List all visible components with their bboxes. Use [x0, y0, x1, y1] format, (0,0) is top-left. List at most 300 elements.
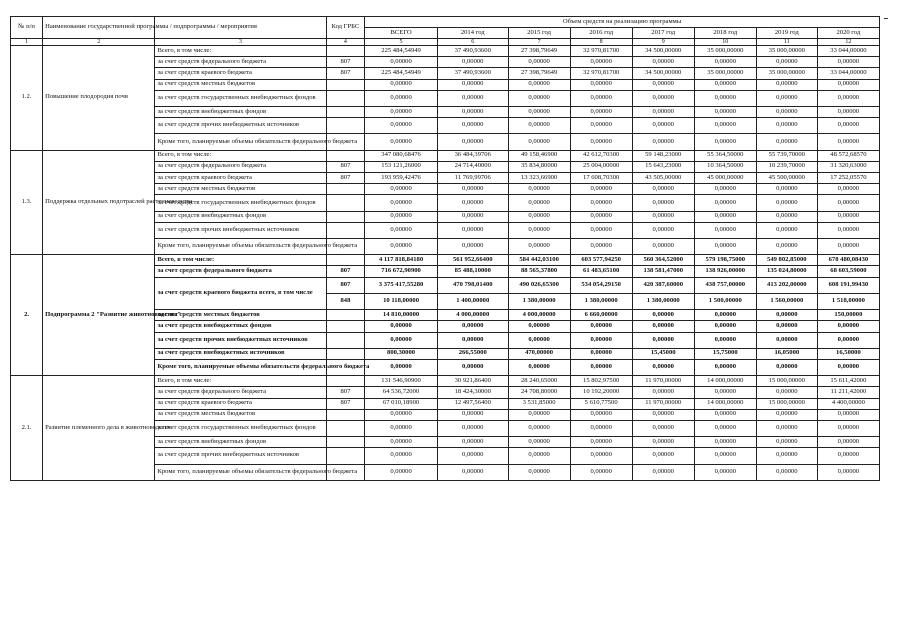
value-year: 0,00000	[508, 106, 570, 117]
table-row	[11, 376, 880, 387]
grbs-code	[326, 409, 365, 420]
grbs-code	[326, 348, 365, 359]
funding-source: за счет средств прочих внебюджетных источников	[155, 332, 326, 348]
value-year: 0,00000	[508, 464, 570, 480]
value-year: 0,00000	[694, 195, 756, 211]
value-total: 0,00000	[365, 90, 438, 106]
value-year: 0,00000	[508, 79, 570, 90]
value-year: 25 004,00000	[570, 161, 632, 172]
table-row	[11, 255, 880, 266]
value-year: 32 970,81700	[570, 46, 632, 57]
value-year: 43 505,00000	[632, 173, 694, 184]
grbs-code	[326, 332, 365, 348]
value-year: 15,75000	[694, 348, 756, 359]
value-year: 150,00000	[817, 310, 879, 321]
value-year: 549 802,85000	[756, 255, 817, 266]
value-total: 347 080,68476	[365, 150, 438, 161]
value-total: 0,00000	[365, 134, 438, 150]
value-total: 0,00000	[365, 321, 438, 332]
value-year: 608 191,99430	[817, 277, 879, 293]
header-year: 2016 год	[570, 28, 632, 39]
grbs-code	[326, 310, 365, 321]
funding-source: за счет средств краевого бюджета всего, в том числе	[155, 277, 326, 309]
grbs-code	[326, 448, 365, 464]
value-total: 225 484,54949	[365, 46, 438, 57]
value-year: 0,00000	[437, 239, 508, 255]
budget-table	[10, 16, 880, 481]
value-year: 85 488,10000	[437, 266, 508, 277]
value-year: 603 577,94250	[570, 255, 632, 266]
value-total: 0,00000	[365, 409, 438, 420]
grbs-code	[326, 118, 365, 134]
value-year: 24 714,40000	[437, 161, 508, 172]
funding-source: за счет средств внебюджетных фондов	[155, 106, 326, 117]
table-row	[11, 150, 880, 161]
value-year: 0,00000	[632, 79, 694, 90]
value-year: 0,00000	[694, 464, 756, 480]
item-name: Поддержка отдельных подотраслей растениеводства	[43, 150, 155, 255]
value-total: 131 546,90900	[365, 376, 438, 387]
funding-source: за счет средств краевого бюджета	[155, 173, 326, 184]
value-year: 0,00000	[632, 321, 694, 332]
funding-source: за счет средств федерального бюджета	[155, 266, 326, 277]
value-year: 0,00000	[570, 437, 632, 448]
value-year: 490 026,65300	[508, 277, 570, 293]
header-year: 2015 год	[508, 28, 570, 39]
value-total: 0,00000	[365, 420, 438, 436]
value-year: 0,00000	[570, 90, 632, 106]
value-year: 15 802,97500	[570, 376, 632, 387]
funding-source: Всего, в том числе:	[155, 46, 326, 57]
value-total: 0,00000	[365, 222, 438, 238]
value-total: 0,00000	[365, 448, 438, 464]
value-year: 0,00000	[694, 448, 756, 464]
value-total: 64 536,72000	[365, 387, 438, 398]
value-year: 0,00000	[817, 118, 879, 134]
column-index: 2	[43, 39, 155, 46]
value-year: 0,00000	[437, 420, 508, 436]
value-year: 0,00000	[817, 134, 879, 150]
value-year: 0,00000	[817, 420, 879, 436]
header-total: ВСЕГО	[365, 28, 438, 39]
value-total: 67 010,18900	[365, 398, 438, 409]
value-total: 800,30000	[365, 348, 438, 359]
column-index: 12	[817, 39, 879, 46]
grbs-code: 807	[326, 398, 365, 409]
grbs-code	[326, 90, 365, 106]
value-year: 0,00000	[756, 321, 817, 332]
value-year: 0,00000	[632, 310, 694, 321]
item-name: Повышение плодородия почв	[43, 46, 155, 151]
value-year: 34 500,00000	[632, 68, 694, 79]
funding-source: за счет средств местных бюджетов	[155, 79, 326, 90]
value-year: 0,00000	[437, 118, 508, 134]
value-year: 0,00000	[694, 211, 756, 222]
value-year: 0,00000	[632, 195, 694, 211]
value-year: 0,00000	[817, 437, 879, 448]
value-year: 0,00000	[756, 222, 817, 238]
value-year: 0,00000	[756, 387, 817, 398]
value-year: 135 024,80000	[756, 266, 817, 277]
value-year: 1 500,00000	[694, 293, 756, 309]
value-year: 0,00000	[437, 195, 508, 211]
value-year: 0,00000	[756, 90, 817, 106]
funding-source: за счет средств федерального бюджета	[155, 57, 326, 68]
funding-source: Кроме того, планируемые объемы обязательств федерального бюджета	[155, 464, 326, 480]
column-index-row	[11, 39, 880, 46]
value-year: 35 000,00000	[756, 68, 817, 79]
value-total: 0,00000	[365, 57, 438, 68]
value-year: 0,00000	[508, 134, 570, 150]
value-year: 0,00000	[817, 359, 879, 375]
value-year: 35 000,00000	[694, 46, 756, 57]
value-year: 0,00000	[694, 437, 756, 448]
value-year: 33 044,00000	[817, 46, 879, 57]
value-year: 0,00000	[756, 195, 817, 211]
value-year: 0,00000	[756, 409, 817, 420]
value-year: 0,00000	[508, 359, 570, 375]
value-total: 3 375 417,55280	[365, 277, 438, 293]
value-total: 0,00000	[365, 195, 438, 211]
column-index: 11	[756, 39, 817, 46]
value-year: 0,00000	[437, 332, 508, 348]
value-year: 0,00000	[756, 359, 817, 375]
value-year: 10 364,50000	[694, 161, 756, 172]
funding-source: за счет средств местных бюджетов	[155, 310, 326, 321]
value-year: 0,00000	[570, 118, 632, 134]
value-year: 24 708,80000	[508, 387, 570, 398]
column-index: 9	[632, 39, 694, 46]
value-year: 584 442,03100	[508, 255, 570, 266]
value-year: 42 612,70300	[570, 150, 632, 161]
value-year: 138 926,00000	[694, 266, 756, 277]
grbs-code	[326, 255, 365, 266]
column-index: 10	[694, 39, 756, 46]
value-year: 4 400,00000	[817, 398, 879, 409]
value-year: 0,00000	[437, 90, 508, 106]
value-total: 716 672,90900	[365, 266, 438, 277]
value-year: 0,00000	[817, 321, 879, 332]
value-year: 4 000,00000	[508, 310, 570, 321]
value-year: 0,00000	[817, 184, 879, 195]
value-year: 35 000,00000	[694, 68, 756, 79]
value-year: 27 398,79649	[508, 46, 570, 57]
value-year: 0,00000	[570, 239, 632, 255]
value-year: 0,00000	[694, 90, 756, 106]
grbs-code	[326, 79, 365, 90]
value-year: 0,00000	[508, 118, 570, 134]
value-total: 193 959,42476	[365, 173, 438, 184]
value-year: 0,00000	[570, 348, 632, 359]
value-year: 4 000,00000	[437, 310, 508, 321]
value-year: 0,00000	[508, 332, 570, 348]
grbs-code: 807	[326, 57, 365, 68]
value-year: 0,00000	[508, 211, 570, 222]
value-year: 30 921,86400	[437, 376, 508, 387]
value-year: 55 364,50000	[694, 150, 756, 161]
value-year: 17 608,70300	[570, 173, 632, 184]
value-year: 0,00000	[508, 409, 570, 420]
value-year: 0,00000	[817, 106, 879, 117]
grbs-code	[326, 222, 365, 238]
funding-source: за счет средств федерального бюджета	[155, 161, 326, 172]
value-year: 0,00000	[570, 321, 632, 332]
value-year: 0,00000	[632, 332, 694, 348]
header-year: 2017 год	[632, 28, 694, 39]
value-year: 0,00000	[817, 464, 879, 480]
value-year: 27 398,79649	[508, 68, 570, 79]
funding-source: за счет средств государственных внебюджетных фондов	[155, 420, 326, 436]
value-year: 0,00000	[570, 332, 632, 348]
item-number: 1.2.	[11, 46, 43, 151]
value-year: 0,00000	[756, 118, 817, 134]
value-year: 0,00000	[508, 195, 570, 211]
value-year: 0,00000	[632, 448, 694, 464]
value-year: 138 581,47000	[632, 266, 694, 277]
item-name: Развитие племенного дела в животноводстве	[43, 376, 155, 481]
value-year: 470 798,01400	[437, 277, 508, 293]
value-year: 18 424,30000	[437, 387, 508, 398]
value-year: 0,00000	[508, 448, 570, 464]
value-year: 0,00000	[817, 448, 879, 464]
value-year: 15 611,42000	[817, 376, 879, 387]
funding-source: за счет средств краевого бюджета	[155, 398, 326, 409]
funding-source: Кроме того, планируемые объемы обязательств федерального бюджета	[155, 239, 326, 255]
value-year: 0,00000	[817, 222, 879, 238]
value-year: 0,00000	[632, 359, 694, 375]
value-total: 10 118,00000	[365, 293, 438, 309]
header-year: 2014 год	[437, 28, 508, 39]
value-year: 1 400,00000	[437, 293, 508, 309]
value-year: 0,00000	[756, 420, 817, 436]
column-index: 7	[508, 39, 570, 46]
value-year: 68 603,59000	[817, 266, 879, 277]
item-number: 2.1.	[11, 376, 43, 481]
value-year: 1 380,00000	[632, 293, 694, 309]
value-total: 0,00000	[365, 211, 438, 222]
value-year: 1 560,00000	[756, 293, 817, 309]
value-year: 0,00000	[632, 134, 694, 150]
funding-source: Кроме того, планируемые объемы обязательств федерального бюджета	[155, 359, 326, 375]
value-year: 13 323,66900	[508, 173, 570, 184]
value-year: 0,00000	[508, 57, 570, 68]
value-year: 1 518,00000	[817, 293, 879, 309]
grbs-code	[326, 321, 365, 332]
value-year: 0,00000	[437, 211, 508, 222]
grbs-code: 807	[326, 173, 365, 184]
value-year: 3 531,85000	[508, 398, 570, 409]
value-total: 0,00000	[365, 359, 438, 375]
value-year: 0,00000	[817, 90, 879, 106]
value-year: 32 970,81700	[570, 68, 632, 79]
value-year: 59 148,23000	[632, 150, 694, 161]
value-year: 420 387,60000	[632, 277, 694, 293]
value-year: 33 044,00000	[817, 68, 879, 79]
value-year: 0,00000	[756, 79, 817, 90]
value-year: 0,00000	[570, 420, 632, 436]
funding-source: за счет средств краевого бюджета	[155, 68, 326, 79]
value-year: 88 565,37800	[508, 266, 570, 277]
value-year: 0,00000	[437, 184, 508, 195]
value-year: 0,00000	[756, 134, 817, 150]
value-year: 11 970,00000	[632, 398, 694, 409]
value-year: 0,00000	[694, 106, 756, 117]
value-year: 1 380,00000	[570, 293, 632, 309]
grbs-code	[326, 46, 365, 57]
value-year: 0,00000	[632, 409, 694, 420]
column-index: 4	[326, 39, 365, 46]
value-year: 36 484,39706	[437, 150, 508, 161]
value-year: 0,00000	[756, 57, 817, 68]
value-year: 10 192,20000	[570, 387, 632, 398]
value-year: 15 000,00000	[756, 398, 817, 409]
value-total: 0,00000	[365, 184, 438, 195]
value-year: 0,00000	[694, 134, 756, 150]
value-year: 14 000,00000	[694, 398, 756, 409]
value-year: 0,00000	[694, 332, 756, 348]
value-year: 438 757,00000	[694, 277, 756, 293]
value-year: 560 364,52000	[632, 255, 694, 266]
funding-source: Всего, в том числе:	[155, 255, 326, 266]
column-index: 1	[11, 39, 43, 46]
value-year: 11 211,42000	[817, 387, 879, 398]
value-year: 5 610,77500	[570, 398, 632, 409]
value-year: 561 952,66400	[437, 255, 508, 266]
value-year: 0,00000	[756, 448, 817, 464]
value-year: 0,00000	[570, 359, 632, 375]
value-year: 0,00000	[508, 437, 570, 448]
value-year: 579 198,75000	[694, 255, 756, 266]
value-year: 0,00000	[756, 464, 817, 480]
value-total: 0,00000	[365, 239, 438, 255]
funding-source: за счет средств местных бюджетов	[155, 409, 326, 420]
value-year: 0,00000	[570, 57, 632, 68]
item-number: 1.3.	[11, 150, 43, 255]
value-year: 0,00000	[694, 310, 756, 321]
value-year: 0,00000	[437, 359, 508, 375]
value-year: 0,00000	[632, 222, 694, 238]
value-year: 0,00000	[694, 409, 756, 420]
value-year: 0,00000	[756, 239, 817, 255]
value-year: 0,00000	[694, 184, 756, 195]
value-year: 11 970,00000	[632, 376, 694, 387]
value-year: 0,00000	[437, 321, 508, 332]
value-year: 0,00000	[570, 184, 632, 195]
column-index: 3	[155, 39, 326, 46]
funding-source: за счет средств прочих внебюджетных источников	[155, 118, 326, 134]
funding-source: Кроме того, планируемые объемы обязательств федерального бюджета	[155, 134, 326, 150]
value-total: 225 484,54949	[365, 68, 438, 79]
value-total: 0,00000	[365, 79, 438, 90]
value-year: 0,00000	[756, 437, 817, 448]
value-year: 0,00000	[437, 464, 508, 480]
value-year: 16,05000	[756, 348, 817, 359]
value-year: 37 490,93600	[437, 46, 508, 57]
grbs-code	[326, 195, 365, 211]
funding-source: за счет средств внебюджетных фондов	[155, 211, 326, 222]
header-year: 2019 год	[756, 28, 817, 39]
value-year: 0,00000	[817, 409, 879, 420]
value-year: 31 320,63000	[817, 161, 879, 172]
value-year: 266,55000	[437, 348, 508, 359]
funding-source: Всего, в том числе:	[155, 150, 326, 161]
grbs-code: 807	[326, 387, 365, 398]
value-year: 55 739,70000	[756, 150, 817, 161]
value-year: 0,00000	[632, 437, 694, 448]
grbs-code	[326, 211, 365, 222]
value-total: 153 121,26000	[365, 161, 438, 172]
value-year: 0,00000	[632, 118, 694, 134]
header-year: 2018 год	[694, 28, 756, 39]
funding-source: за счет средств прочих внебюджетных источников	[155, 222, 326, 238]
value-year: 0,00000	[570, 106, 632, 117]
value-year: 0,00000	[694, 321, 756, 332]
funding-source: за счет средств федерального бюджета	[155, 387, 326, 398]
value-total: 0,00000	[365, 332, 438, 348]
value-year: 0,00000	[508, 420, 570, 436]
value-total: 4 117 818,84180	[365, 255, 438, 266]
value-year: 35 000,00000	[756, 46, 817, 57]
value-year: 0,00000	[437, 106, 508, 117]
value-year: 12 497,56400	[437, 398, 508, 409]
value-year: 48 572,68570	[817, 150, 879, 161]
value-year: 0,00000	[817, 57, 879, 68]
value-year: 45 500,00000	[756, 173, 817, 184]
value-year: 0,00000	[570, 464, 632, 480]
value-year: 0,00000	[756, 184, 817, 195]
value-year: 0,00000	[817, 195, 879, 211]
value-year: 45 000,00000	[694, 173, 756, 184]
value-year: 1 380,00000	[508, 293, 570, 309]
value-year: 0,00000	[570, 211, 632, 222]
grbs-code: 807	[326, 277, 365, 293]
funding-source: за счет средств прочих внебюджетных источников	[155, 448, 326, 464]
grbs-code: 807	[326, 266, 365, 277]
value-year: 0,00000	[437, 222, 508, 238]
value-year: 0,00000	[756, 106, 817, 117]
grbs-code: 848	[326, 293, 365, 309]
funding-source: Всего, в том числе:	[155, 376, 326, 387]
value-year: 0,00000	[817, 332, 879, 348]
value-year: 0,00000	[632, 90, 694, 106]
header-name: Наименование государственной программы / подпрограммы / мероприятия	[43, 17, 155, 39]
value-year: 413 202,00000	[756, 277, 817, 293]
grbs-code	[326, 420, 365, 436]
value-year: 0,00000	[570, 195, 632, 211]
value-year: 534 054,29150	[570, 277, 632, 293]
grbs-code	[326, 437, 365, 448]
funding-source: за счет средств местных бюджетов	[155, 184, 326, 195]
value-year: 16,50000	[817, 348, 879, 359]
value-year: 61 483,65100	[570, 266, 632, 277]
header-no: № п/п	[11, 17, 43, 39]
value-year: 14 000,00000	[694, 376, 756, 387]
scan-mark	[884, 18, 888, 19]
value-year: 0,00000	[508, 239, 570, 255]
value-year: 470,00000	[508, 348, 570, 359]
value-year: 0,00000	[632, 184, 694, 195]
value-year: 0,00000	[437, 409, 508, 420]
value-year: 0,00000	[632, 464, 694, 480]
funding-source: за счет средств государственных внебюджетных фондов	[155, 90, 326, 106]
value-year: 0,00000	[694, 239, 756, 255]
column-index: 8	[570, 39, 632, 46]
table-row	[11, 46, 880, 57]
value-year: 0,00000	[437, 79, 508, 90]
item-number: 2.	[11, 255, 43, 376]
value-total: 14 810,00000	[365, 310, 438, 321]
value-year: 678 480,08430	[817, 255, 879, 266]
